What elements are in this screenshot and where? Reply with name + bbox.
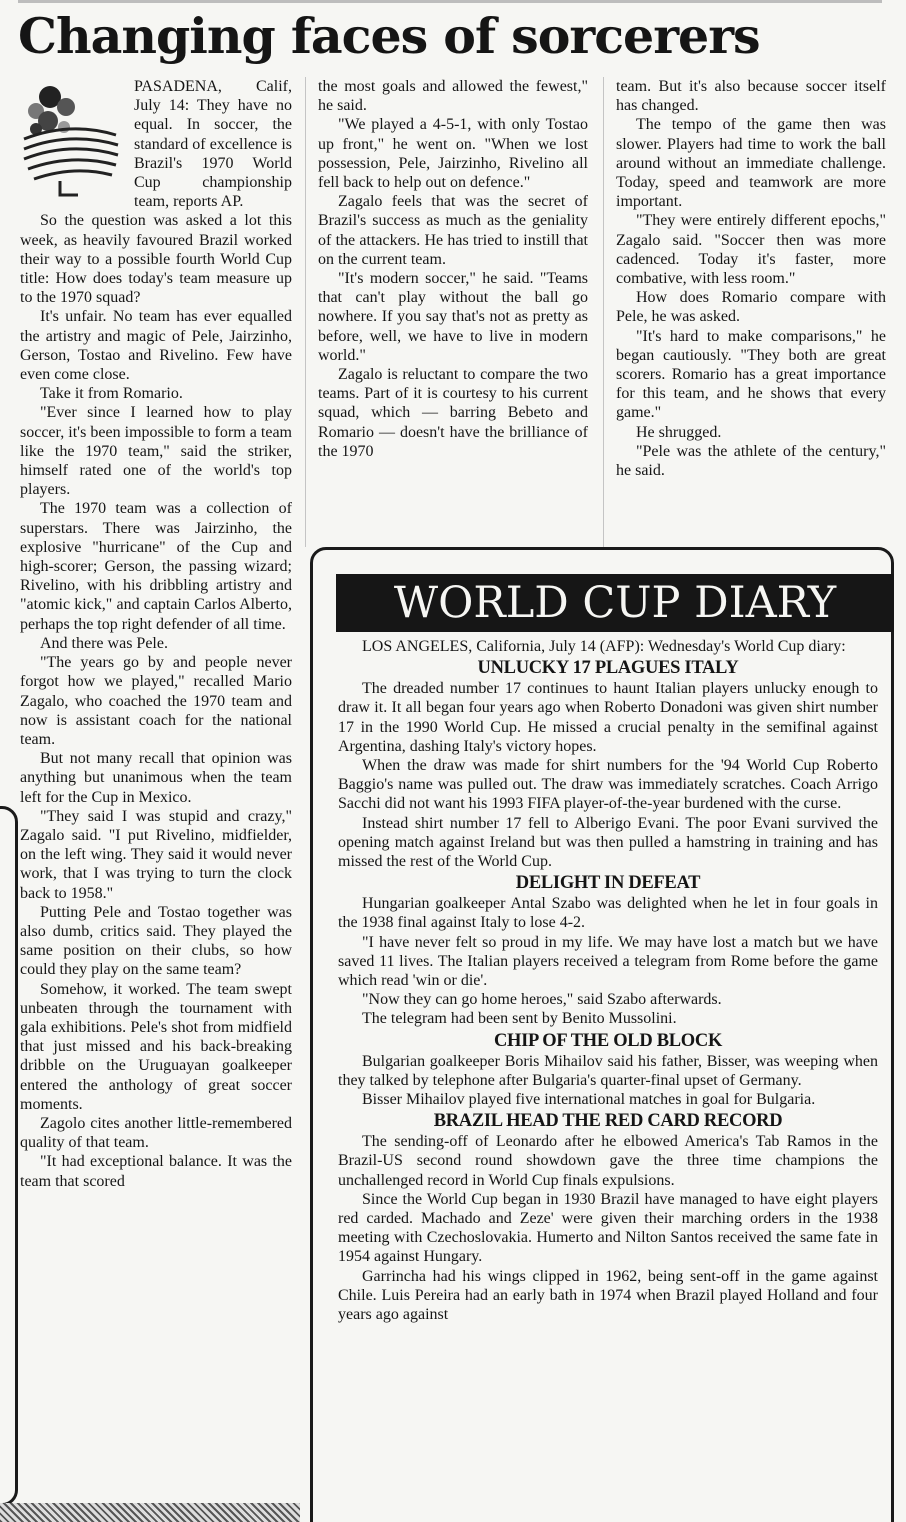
paragraph: How does Romario compare with Pele, he was asked. <box>616 289 886 326</box>
diary-heading: DELIGHT IN DEFEAT <box>515 873 701 894</box>
paragraph: team. But it's also because soccer itself has changed. <box>616 78 886 115</box>
paragraph: Putting Pele and Tostao together was also dumb, critics said. They played the same position on their clubs, so how could they play on the same team? <box>20 903 292 979</box>
paragraph: And there was Pele. <box>40 634 168 652</box>
diary-banner: WORLD CUP DIARY <box>336 574 894 632</box>
paragraph: Somehow, it worked. The team swept unbeaten through the tournament with gala exhibitions. Pele's shot from midfield that just missed and his back-breaking dribble on the Uruguayan goalkeeper entered the anthology of great soccer moments. <box>20 980 292 1113</box>
paragraph: "Now they can go home heroes," said Szabo afterwards. <box>362 991 722 1009</box>
article-column-2 <box>318 77 588 461</box>
paragraph: PASADENA, Calif, July 14: They have no equal. In soccer, the standard of excellence is Brazil's 1970 World Cup championship team, reports AP. <box>134 78 292 211</box>
article-column-1 <box>20 77 292 1191</box>
paragraph: "I have never felt so proud in my life. We may have lost a match but we have saved 11 lives. The Italian players received a telegram from Rome before the game which read 'win or die'. <box>338 933 878 990</box>
article-column-3 <box>616 77 886 480</box>
diary-heading: BRAZIL HEAD THE RED CARD RECORD <box>433 1111 783 1132</box>
paragraph: The 1970 team was a collection of superstars. There was Jairzinho, the explosive "hurricane" of the Cup and high-scorer; Gerson, the passing wizard; Rivelino, with his dribbling artistry and "atomic kick," and captain Carlos Alberto, perhaps the top right defender of all time. <box>20 500 292 633</box>
paragraph: the most goals and allowed the fewest," he said. <box>318 78 588 115</box>
paragraph: "The years go by and people never forgot how we played," recalled Mario Zagalo, who coached the 1970 team and now is assistant coach for the national team. <box>20 654 292 748</box>
hatched-rule <box>0 1503 300 1522</box>
diary-heading: CHIP OF THE OLD BLOCK <box>493 1030 723 1051</box>
paragraph: Zagalo feels that was the secret of Brazil's success as much as the geniality of the attackers. He has tried to instill that on the current team. <box>318 193 588 268</box>
diary-heading: UNLUCKY 17 PLAGUES ITALY <box>477 658 739 679</box>
paragraph: Zagolo cites another little-remembered quality of that team. <box>20 1114 292 1152</box>
diary-dateline: LOS ANGELES, California, July 14 (AFP): Wednesday's World Cup diary: <box>362 638 846 655</box>
paragraph: "They were entirely different epochs," Zagalo said. "Soccer then was more cadenced. Today it's faster, more combative, with less room." <box>616 212 886 288</box>
paragraph: But not many recall that opinion was anything but unanimous when the team left for the Cup in Mexico. <box>20 750 292 806</box>
paragraph: "It had exceptional balance. It was the team that scored <box>20 1153 292 1190</box>
paragraph: "They said I was stupid and crazy," Zagalo said. "I put Rivelino, midfielder, on the left wing. They said it would never work, that I was trying to turn the clock back to 1958." <box>20 807 292 902</box>
paragraph: He shrugged. <box>636 423 722 441</box>
paragraph: The telegram had been sent by Benito Mussolini. <box>362 1010 677 1028</box>
paragraph: "We played a 4-5-1, with only Tostao up front," he went on. "When we lost possession, Pele, Jairzinho, Rivelino all fell back to help out on defence." <box>318 116 588 192</box>
paragraph: The dreaded number 17 continues to haunt Italian players unlucky enough to draw it. It all began four years ago when Roberto Donadoni was given shirt number 17 in the 1990 World Cup. He missed a crucial penalty in the semifinal against Argentina, dashing Italy's victory hopes. <box>338 680 878 755</box>
paragraph: "It's hard to make comparisons," he began cautiously. "They both are great scorers. Romario has a great importance for this team, and he shows that every game." <box>616 327 886 422</box>
paragraph: Bulgarian goalkeeper Boris Mihailov said his father, Bisser, was weeping when they talked by telephone after Bulgaria's quarter-final upset of Germany. <box>338 1052 878 1089</box>
paragraph: The tempo of the game then was slower. Players had time to work the ball around without an immediate challenge. Today, speed and teamwork are more important. <box>616 116 886 211</box>
diary-body <box>338 637 878 1324</box>
headline: Changing faces of sorcerers <box>18 7 760 65</box>
paragraph: So the question was asked a lot this week, as heavily favoured Brazil worked their way to a possible fourth World Cup title: How does today's team measure up to the 1970 squad? <box>20 212 292 307</box>
paragraph: "Ever since I learned how to play soccer, it's been impossible to form a team like the 1970 team," said the striker, himself rated one of the world's top players. <box>20 404 292 499</box>
paragraph: Instead shirt number 17 fell to Alberigo Evani. The poor Evani survived the opening match against Ireland but was then pulled a hamstring in training and has missed the rest of the World Cup. <box>338 814 878 871</box>
paragraph: Zagalo is reluctant to compare the two teams. Part of it is courtesy to his current squad, which — barring Bebeto and Romario — doesn't have the brilliance of the 1970 <box>318 366 588 460</box>
paragraph: It's unfair. No team has ever equalled the artistry and magic of Pele, Jairzinho, Gerson, Tostao and Rivelino. Few have even come close. <box>20 308 292 384</box>
paragraph: The sending-off of Leonardo after he elbowed America's Tab Ramos in the Brazil-US second round showdown gave the three time champions the unchallenged record in World Cup finals expulsions. <box>338 1133 878 1189</box>
adjacent-box-border <box>0 806 18 1506</box>
column-divider <box>603 77 604 547</box>
paragraph: Hungarian goalkeeper Antal Szabo was delighted when he let in four goals in the 1938 final against Italy to lose 4-2. <box>338 895 878 932</box>
paragraph: Take it from Romario. <box>40 385 183 403</box>
world-cup-logo-icon <box>20 77 126 197</box>
column-divider <box>305 77 306 547</box>
paragraph: When the draw was made for shirt numbers for the '94 World Cup Roberto Baggio's name was pulled out. The draw was immediately scratches. Coach Arrigo Sacchi did not want his 1993 FIFA player-of-the-year burdened with the curse. <box>338 757 878 813</box>
paragraph: "Pele was the athlete of the century," he said. <box>616 442 886 480</box>
paragraph: Bisser Mihailov played five international matches in goal for Bulgaria. <box>362 1091 816 1109</box>
paragraph: Since the World Cup began in 1930 Brazil have managed to have eight players red carded. Machado and Zeze' were given their marching orders in the 1938 meeting with Czechoslovakia. Humerto and Nilton Santos received the same fate in 1954 against Hungary. <box>338 1190 878 1266</box>
top-rule <box>18 0 882 3</box>
paragraph: Garrincha had his wings clipped in 1962, being sent-off in the game against Chile. Luis Pereira had an early bath in 1974 when Brazil played Holland and four years ago against <box>338 1267 878 1324</box>
paragraph: "It's modern soccer," he said. "Teams that can't play without the ball go nowhere. If you say that's not as pretty as before, well, we have to live in modern world." <box>318 270 588 364</box>
